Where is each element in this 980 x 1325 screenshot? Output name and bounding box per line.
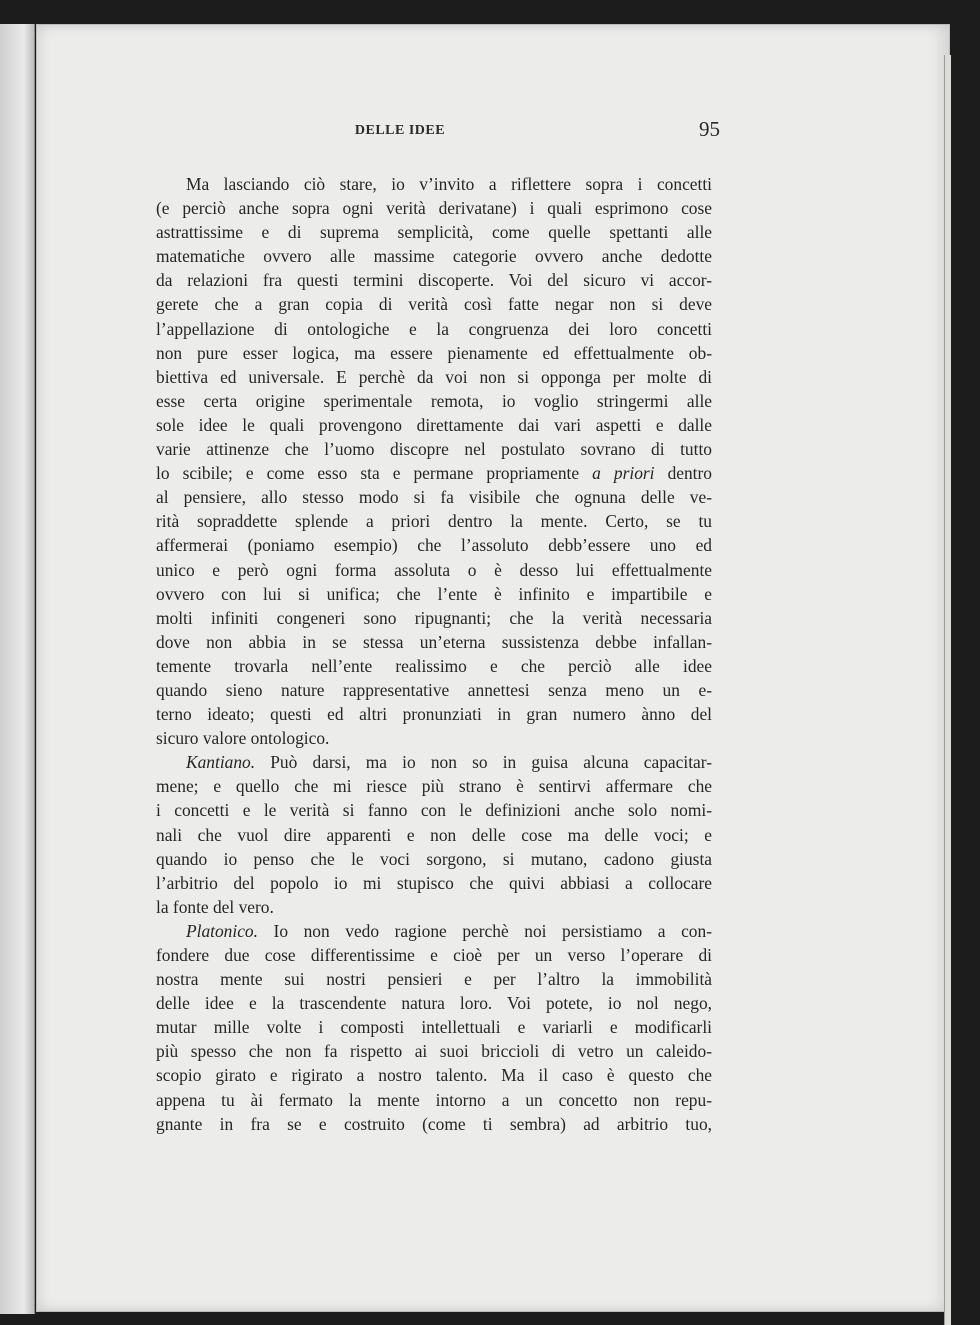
text-span: lo scibile; e come esso sta e permane propriamente xyxy=(156,463,593,484)
text-line: l’appellazione di ontologiche e la congruenza dei loro concetti xyxy=(156,318,712,339)
text-line: appena tu ài fermato la mente intorno a un concetto non repu- xyxy=(156,1089,712,1110)
text-line: al pensiere, allo stesso modo si fa visibile che ognuna delle ve- xyxy=(156,487,712,508)
text-line: matematiche ovvero alle massime categorie ovvero anche dedotte xyxy=(156,246,712,267)
text-line: delle idee e la trascendente natura loro. Voi potete, io nol nego, xyxy=(156,993,712,1014)
text-span: Può darsi, ma io non so in guisa alcuna capacitar- xyxy=(255,752,712,773)
text-line: ovvero con lui si unifica; che l’ente è infinito e impartibile e xyxy=(156,583,712,604)
text-line: rità sopraddette splende a priori dentro la mente. Certo, se tu xyxy=(156,511,712,532)
text-line: biettiva ed universale. E perchè da voi non si opponga per molte di xyxy=(156,366,712,387)
text-line: unico e però ogni forma assoluta o è desso lui effettualmente xyxy=(156,559,712,580)
text-span: dentro xyxy=(654,463,712,484)
text-line: quando io penso che le voci sorgono, si mutano, cadono giusta xyxy=(156,848,712,869)
text-line: fondere due cose differentissime e cioè per un verso l’operare di xyxy=(156,945,712,965)
text-line: scopio girato e rigirato a nostro talento. Ma il caso è questo che xyxy=(156,1065,712,1086)
speaker-name: Platonico. xyxy=(186,920,258,941)
text-line: più spesso che non fa rispetto ai suoi briccioli di vetro un caleido- xyxy=(156,1041,712,1062)
running-head: DELLE IDEE xyxy=(354,123,446,138)
text-line: i concetti e le verità si fanno con le definizioni anche solo nomi- xyxy=(156,800,712,821)
text-line: quando sieno nature rappresentative annettesi senza meno un e- xyxy=(156,679,712,700)
text-line: astrattissime e di suprema semplicità, come quelle spettanti alle xyxy=(156,222,712,243)
body-text xyxy=(156,172,712,1136)
text-line: molti infiniti congeneri sono ripugnanti; che la verità necessaria xyxy=(156,607,712,628)
text-line: gerete che a gran copia di verità così fatte negar non si deve xyxy=(156,294,712,315)
text-line: dove non abbia in se stessa un’eterna sussistenza debbe infallan- xyxy=(156,631,712,652)
text-line xyxy=(156,461,712,485)
text-line: (e perciò anche sopra ogni verità derivatane) i quali esprimono cose xyxy=(156,198,712,219)
text-line: nali che vuol dire apparenti e non delle cose ma delle voci; e xyxy=(156,824,712,845)
text-line xyxy=(156,919,712,943)
text-line: esse certa origine sperimentale remota, io voglio stringermi alle xyxy=(156,390,712,411)
text-line: affermerai (poniamo esempio) che l’assoluto debb’essere uno ed xyxy=(156,535,712,556)
page-header xyxy=(120,117,720,147)
speaker-name: Kantiano. xyxy=(186,752,256,773)
text-line: varie attinenze che l’uomo discopre nel postulato sovrano di tutto xyxy=(156,439,712,460)
text-line: la fonte del vero. xyxy=(156,896,274,917)
text-line: mutar mille volte i composti intellettuali e variarli e modificarli xyxy=(156,1017,712,1038)
text-line: sicuro valore ontologico. xyxy=(156,728,330,749)
text-line: gnante in fra se e costruito (come ti sembra) ad arbitrio tuo, xyxy=(156,1113,712,1134)
page-number: 95 xyxy=(699,117,720,141)
text-line: terno ideato; questi ed altri pronunziati in gran numero ànno del xyxy=(156,704,712,725)
emphasis: a priori xyxy=(592,463,655,484)
text-line: mene; e quello che mi riesce più strano è sentirvi affermare che xyxy=(156,776,712,797)
text-line: Ma lasciando ciò stare, io v’invito a riflettere sopra i concetti xyxy=(186,174,712,194)
text-line: temente trovarla nell’ente realissimo e che perciò alle idee xyxy=(156,655,712,676)
text-line xyxy=(156,750,712,774)
text-line: nostra mente sui nostri pensieri e per l’altro la immobilità xyxy=(156,969,712,990)
text-line: non pure esser logica, ma essere pienamente ed effettualmente ob- xyxy=(156,342,712,363)
text-line: sole idee le quali provengono direttamente dai vari aspetti e dalle xyxy=(156,414,712,435)
previous-page-edge xyxy=(0,24,35,1314)
page-edge xyxy=(944,55,951,1325)
text-span: Io non vedo ragione perchè noi persistiamo a con- xyxy=(257,920,712,941)
text-line: da relazioni fra questi termini discoperte. Voi del sicuro vi accor- xyxy=(156,270,712,291)
text-line: l’arbitrio del popolo io mi stupisco che quivi abbiasi a collocare xyxy=(156,872,712,893)
